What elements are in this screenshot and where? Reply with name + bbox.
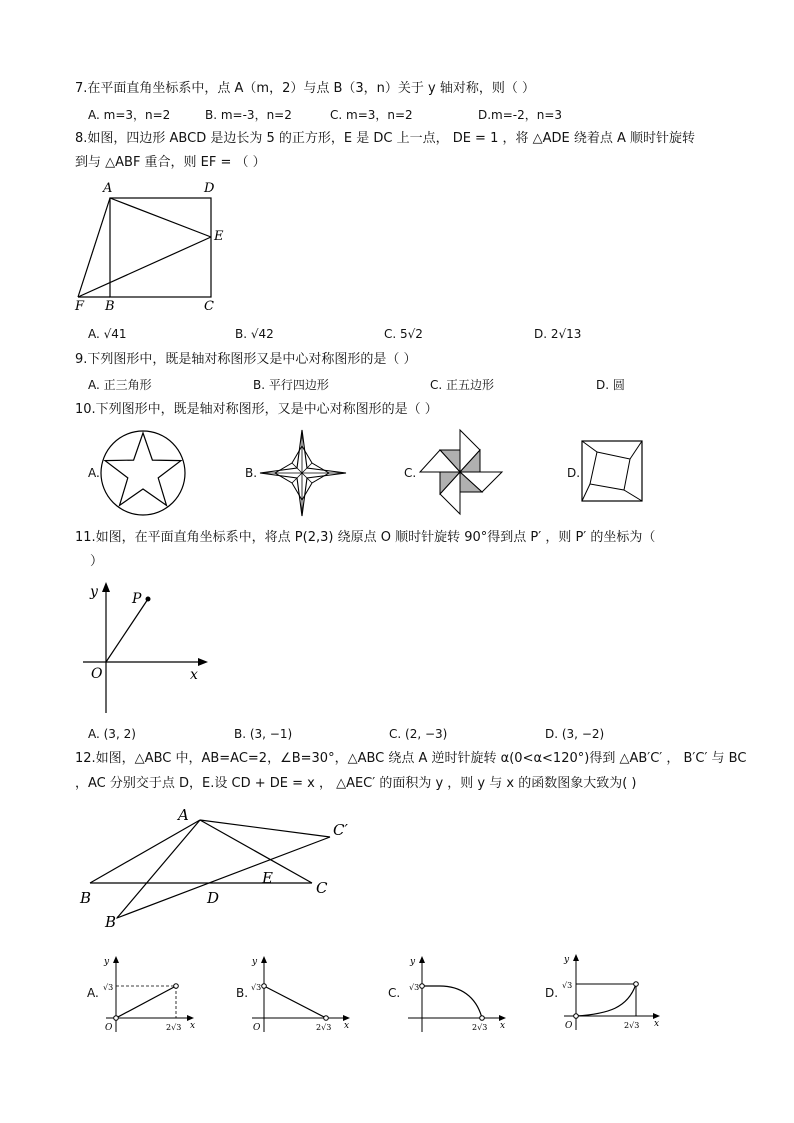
label-o: O xyxy=(91,666,103,682)
svg-text:√3: √3 xyxy=(562,981,573,990)
svg-text:x: x xyxy=(344,1021,350,1031)
svg-text:y: y xyxy=(410,957,416,967)
q12-graph-a[interactable] xyxy=(98,952,198,1034)
svg-text:√3: √3 xyxy=(251,983,262,992)
question-10-stem: 10.下列图形中，既是轴对称图形，又是中心对称图形的是（ ） xyxy=(75,402,438,417)
svg-text:O: O xyxy=(105,1023,113,1033)
segment-af xyxy=(78,198,110,297)
svg-text:O: O xyxy=(565,1021,573,1031)
label-b: B xyxy=(80,889,92,907)
svg-text:x: x xyxy=(500,1021,506,1031)
q9-option-c[interactable]: C. 正五边形 xyxy=(430,378,495,392)
question-11-stem-line2: ） xyxy=(90,554,104,569)
label-b: B xyxy=(105,299,115,314)
question-12-stem-line1: 12.如图，△ABC 中，AB=AC=2，∠B=30°，△ABC 绕点 A 逆时针旋转 α(0<α<120°)得到 △AB′C′ ， B′C′ 与 BC xyxy=(75,751,747,766)
label-p: P xyxy=(132,591,142,607)
q12-option-a-label[interactable]: A. xyxy=(87,986,99,1000)
q10-star-in-circle-figure[interactable] xyxy=(98,428,188,518)
segment-op xyxy=(106,599,148,662)
svg-text:√3: √3 xyxy=(103,983,114,992)
segment-ac1 xyxy=(200,820,330,837)
svg-text:y: y xyxy=(104,957,110,967)
segment-ab1 xyxy=(117,820,200,918)
point-p xyxy=(146,597,151,602)
svg-text:x: x xyxy=(190,1021,196,1031)
question-7-stem: 7.在平面直角坐标系中，点 A（m，2）与点 B（3，n）关于 y 轴对称，则（ ） xyxy=(75,81,536,96)
svg-text:y: y xyxy=(564,955,570,965)
svg-text:2√3: 2√3 xyxy=(166,1023,182,1032)
q7-option-c[interactable]: C. m=3，n=2 xyxy=(330,108,413,122)
q10-square-pattern-figure[interactable] xyxy=(580,439,646,505)
q7-option-b[interactable]: B. m=-3，n=2 xyxy=(205,108,292,122)
q12-graph-b[interactable] xyxy=(244,952,354,1034)
segment-fe xyxy=(78,237,211,297)
q11-option-d[interactable]: D. (3, −2) xyxy=(545,727,605,741)
segment-ac xyxy=(200,820,312,883)
label-x: x xyxy=(190,667,198,683)
question-8-stem-line2: 到与 △ABF 重合，则 EF = （ ） xyxy=(75,155,266,170)
question-8-stem-line1: 8.如图，四边形 ABCD 是边长为 5 的正方形，E 是 DC 上一点， DE = 1 ，将 △ADE 绕着点 A 顺时针旋转 xyxy=(75,131,696,146)
label-e: E xyxy=(214,229,224,244)
q8-option-c[interactable]: C. 5√2 xyxy=(384,327,423,341)
q9-option-b[interactable]: B. 平行四边形 xyxy=(253,378,329,392)
question-12-stem-line2: ，AC 分别交于点 D，E.设 CD + DE = x ， △AEC′ 的面积为 y ，则 y 与 x 的函数图象大致为( ) xyxy=(75,776,637,791)
q12-triangle-figure xyxy=(75,803,375,933)
q10-pinwheel-figure[interactable] xyxy=(418,428,508,518)
q10-option-c-label[interactable]: C. xyxy=(404,466,417,480)
q12-graph-d[interactable] xyxy=(558,950,664,1032)
segment-ae xyxy=(110,198,211,237)
q12-option-c-label[interactable]: C. xyxy=(388,986,401,1000)
label-d: D xyxy=(204,181,215,196)
svg-text:2√3: 2√3 xyxy=(472,1023,488,1032)
q11-option-a[interactable]: A. (3, 2) xyxy=(88,727,136,741)
svg-text:2√3: 2√3 xyxy=(624,1021,640,1030)
question-9-stem: 9.下列图形中，既是轴对称图形又是中心对称图形的是（ ） xyxy=(75,352,417,367)
svg-text:2√3: 2√3 xyxy=(316,1023,332,1032)
label-c-prime: C′ xyxy=(333,821,348,839)
q8-option-a[interactable]: A. √41 xyxy=(88,327,127,341)
q7-option-d[interactable]: D.m=-2，n=3 xyxy=(478,108,563,122)
label-c: C xyxy=(316,879,328,897)
q8-option-b[interactable]: B. √42 xyxy=(235,327,274,341)
q7-option-a[interactable]: A. m=3，n=2 xyxy=(88,108,171,122)
label-f: F xyxy=(75,299,85,314)
q11-coordinate-figure xyxy=(78,578,218,718)
label-b-prime: B′ xyxy=(105,913,120,931)
question-11-stem-line1: 11.如图，在平面直角坐标系中，将点 P(2,3) 绕原点 O 顺时针旋转 90°得到点 P′ ，则 P′ 的坐标为（ xyxy=(75,530,656,545)
q10-compass-star-figure[interactable] xyxy=(258,428,348,518)
label-c: C xyxy=(204,299,214,314)
q11-option-b[interactable]: B. (3, −1) xyxy=(234,727,293,741)
segment-ab xyxy=(90,820,200,883)
q12-option-d-label[interactable]: D. xyxy=(545,986,559,1000)
q8-option-d[interactable]: D. 2√13 xyxy=(534,327,582,341)
q11-option-c[interactable]: C. (2, −3) xyxy=(389,727,448,741)
q10-option-a-label[interactable]: A. xyxy=(88,466,100,480)
square-abcd xyxy=(110,198,211,297)
label-e: E xyxy=(262,869,273,887)
svg-text:x: x xyxy=(654,1019,660,1029)
q10-option-d-label[interactable]: D. xyxy=(567,466,581,480)
q9-option-d[interactable]: D. 圆 xyxy=(596,378,625,392)
svg-text:O: O xyxy=(253,1023,261,1033)
q8-square-figure xyxy=(70,176,230,316)
q12-graph-c[interactable] xyxy=(400,952,510,1034)
q12-option-b-label[interactable]: B. xyxy=(236,986,249,1000)
label-a: A xyxy=(178,806,189,824)
q9-option-a[interactable]: A. 正三角形 xyxy=(88,378,152,392)
svg-text:√3: √3 xyxy=(409,983,420,992)
label-y: y xyxy=(90,584,98,600)
q10-option-b-label[interactable]: B. xyxy=(245,466,258,480)
label-d: D xyxy=(207,889,220,907)
label-a: A xyxy=(103,181,113,196)
svg-text:y: y xyxy=(252,957,258,967)
